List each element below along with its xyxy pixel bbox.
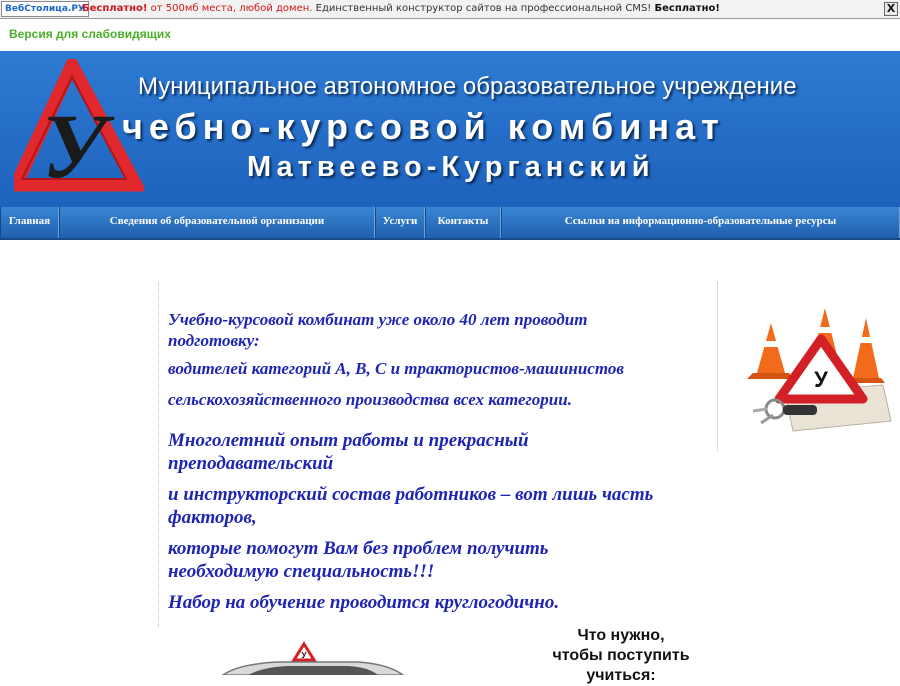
webstolica-logo[interactable]: ВебСтолица.РУ	[1, 1, 89, 17]
intro-line-1: Учебно-курсовой комбинат уже около 40 лет проводит	[168, 310, 588, 329]
staff-line-2: факторов,	[168, 507, 257, 528]
nav-item-services[interactable]: Услуги	[375, 207, 425, 238]
close-icon[interactable]: X	[884, 2, 898, 16]
experience-line-1: Многолетний опыт работы и прекрасный	[168, 430, 529, 451]
low-vision-version-link[interactable]: Версия для слабовидящих	[9, 27, 171, 41]
experience-line-2: преподавательский	[168, 453, 334, 474]
agri-line: сельскохозяйственного производства всех категории.	[168, 390, 572, 409]
nav-item-home[interactable]: Главная	[0, 207, 59, 238]
svg-text:У: У	[301, 651, 307, 660]
requirements-line-2: чтобы поступить	[552, 647, 690, 664]
ad-text[interactable]	[82, 0, 720, 18]
categories-line: водителей категорий А, В, С и трактористов-машинистов	[168, 359, 624, 378]
cones-and-sign-image	[733, 303, 893, 443]
requirements-heading	[546, 626, 696, 686]
ad-description: Единственный конструктор сайтов на профессиональной CMS!	[315, 3, 652, 14]
content-divider-left	[158, 282, 159, 627]
logo-letter: У	[41, 95, 107, 197]
training-car-image	[218, 640, 408, 675]
requirements-line-1: Что нужно,	[577, 627, 665, 644]
nav-item-about-organization[interactable]: Сведения об образовательной организации	[59, 207, 375, 238]
nav-item-contacts[interactable]: Контакты	[425, 207, 501, 238]
header-line-2: чебно-курсовой комбинат	[122, 106, 725, 147]
ad-free-label: Бесплатно!	[82, 3, 148, 14]
specialty-line-2: необходимую специальность!!!	[168, 561, 435, 582]
svg-text:У: У	[814, 367, 828, 392]
ad-free-label-2: Бесплатно!	[654, 3, 720, 14]
header-line-1: Муниципальное автономное образовательное учреждение	[138, 73, 797, 100]
intro-line-2: подготовку:	[168, 331, 260, 350]
content-divider-right	[717, 282, 718, 452]
site-header	[0, 51, 900, 207]
header-line-3: Матвеево-Курганский	[247, 151, 655, 183]
main-nav	[0, 207, 900, 240]
enrollment-line: Набор на обучение проводится круглогодично.	[168, 592, 560, 613]
ad-bar	[0, 0, 900, 19]
specialty-line-1: которые помогут Вам без проблем получить	[168, 538, 549, 559]
staff-line-1: и инструкторский состав работников – вот лишь часть	[168, 484, 654, 505]
ad-offer: от 500мб места, любой домен.	[150, 3, 313, 14]
requirements-line-3: учиться:	[586, 667, 656, 684]
nav-item-resources[interactable]: Ссылки на информационно-образовательные ресурсы	[501, 207, 900, 238]
